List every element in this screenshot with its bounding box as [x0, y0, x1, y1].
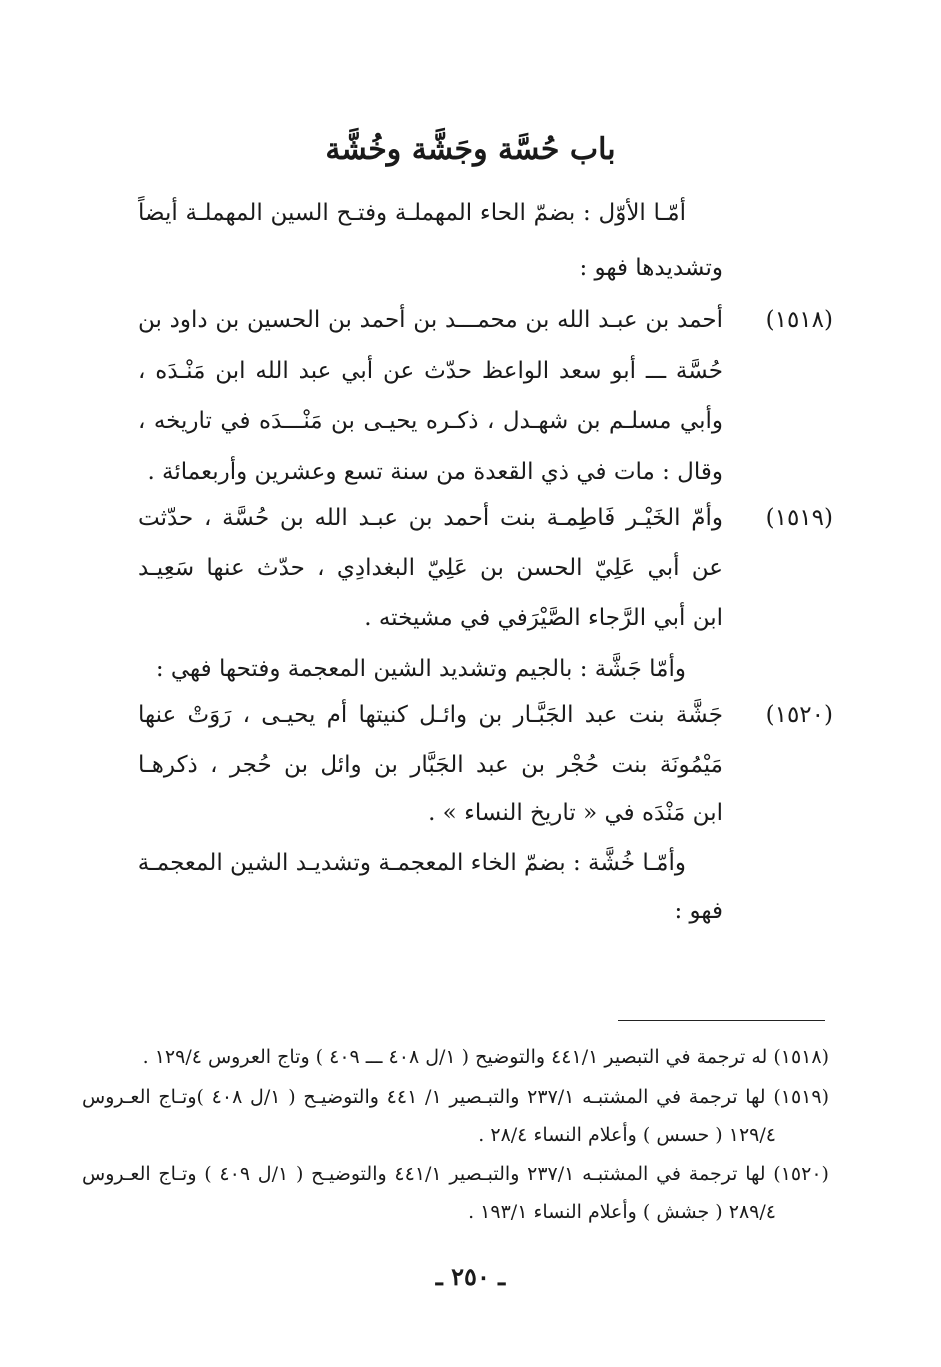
entry-1520-line-3: ابن مَنْدَه في « تاريخ النساء » . — [428, 800, 723, 826]
section-first-line-2: وتشديدها فهو : — [579, 255, 723, 281]
entry-1519-line-3: ابن أبي الرَّجاء الصَّيْرَفي في مشيخته . — [364, 605, 723, 631]
entry-1520-line-1: جَشَّة بنت عبد الجَبَّـار بن وائـل كنيتها أم يحيـى ، رَوَتْ عنها — [138, 702, 723, 728]
footnote-1520-line-1: (١٥٢٠) لها ترجمة في المشتبـه ٢٣٧/١ والتبـصير ٤٤١/١ والتوضيـح ( ١/ل ٤٠٩ ) وتـاج العـروس — [82, 1163, 829, 1185]
entry-1519-line-1: وأمّ الخَيْـر فَاطِمـة بنت أحمد بن عبـد الله بن حُسَّة ، حدّثت — [138, 505, 723, 531]
entry-1518-line-4: وقال : مات في ذي القعدة من سنة تسع وعشرين وأربعمائة . — [147, 459, 723, 485]
entry-1518-line-2: حُسَّة ـــ أبو سعد الواعظ حدّث عن أبي عبد الله ابن مَنْـدَه ، — [138, 358, 723, 384]
section-third-line-1: وأمّـا خُشَّة : بضمّ الخاء المعجمـة وتشديـد الشين المعجمـة — [137, 850, 686, 876]
footnote-separator — [618, 1020, 825, 1021]
section-second-line: وأمّا جَشَّة : بالجيم وتشديد الشين المعجمة وفتحها فهي : — [155, 656, 686, 682]
footnote-1519-line-1: (١٥١٩) لها ترجمة في المشتبـه ٢٣٧/١ والتبـصير ١/ ٤٤١ والتوضيـح ( ١/ل ٤٠٨ )وتـاج العـروس — [82, 1086, 829, 1108]
entry-1520-number: (١٥٢٠) — [765, 702, 833, 728]
footnote-1519-line-2: ١٢٩/٤ ( حسس ) وأعلام النساء ٢٨/٤ . — [478, 1124, 776, 1146]
entry-1518-line-3: وأبي مسلـم بن شهـدل ، ذكـره يحيـى بن مَنْـــدَه في تاريخه ، — [138, 408, 723, 434]
page-number: ـ ٢٥٠ ـ — [435, 1262, 506, 1291]
footnote-1518: (١٥١٨) له ترجمة في التبصير ٤٤١/١ والتوضيح ( ١/ل ٤٠٨ ـــ ٤٠٩ ) وتاج العروس ١٢٩/٤ . — [142, 1046, 829, 1068]
footnote-1520-line-2: ٢٨٩/٤ ( جشش ) وأعلام النساء ١٩٣/١ . — [468, 1201, 776, 1223]
chapter-title: باب حُسَّة وجَشَّة وخُشَّة — [325, 132, 616, 167]
entry-1519-line-2: عن أبي عَلِيّ الحسن بن عَلِيّ البغدادِي ، حدّث عنها سَعِيـد — [138, 555, 723, 581]
section-third-line-2: فهو : — [674, 898, 723, 924]
entry-1518-number: (١٥١٨) — [765, 307, 833, 333]
entry-1520-line-2: مَيْمُونَة بنت حُجْر بن عبد الجَبَّار بن وائل بن حُجر ، ذكرهـا — [138, 752, 723, 778]
entry-1518-line-1: أحمد بن عبـد الله بن محمـــد بن أحمد بن الحسين بن داود بن — [138, 307, 723, 333]
section-first-line-1: أمّـا الأوّل : بضمّ الحاء المهملـة وفتـح السين المهملـة أيضاً — [138, 200, 686, 226]
entry-1519-number: (١٥١٩) — [765, 505, 833, 531]
